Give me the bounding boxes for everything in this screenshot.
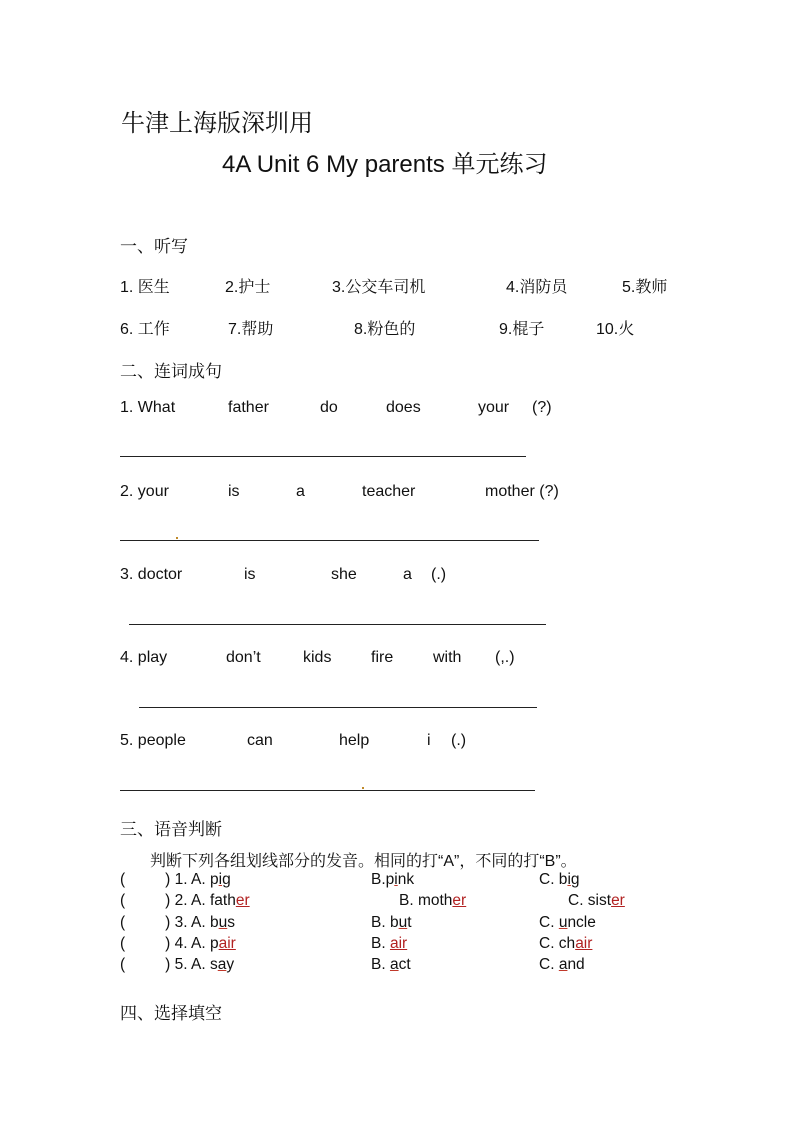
- stray-mark: [176, 537, 178, 539]
- dictation-item: 2.护士: [225, 279, 271, 296]
- dictation-item: 4.消防员: [506, 279, 568, 296]
- section4-heading: 四、选择填空: [120, 1004, 222, 1023]
- word: 5. people: [120, 732, 186, 749]
- word: with: [433, 649, 462, 666]
- dictation-item: 6. 工作: [120, 321, 170, 338]
- phonics-option-b: B. but: [371, 914, 412, 931]
- document-subtitle: 4A Unit 6 My parents 单元练习: [222, 151, 548, 178]
- phonics-option-b: B.pink: [371, 871, 415, 888]
- word: (.): [431, 566, 447, 583]
- dictation-item: 3.公交车司机: [332, 279, 426, 296]
- answer-paren[interactable]: (: [120, 956, 126, 973]
- phonics-option-c: C. uncle: [539, 914, 596, 931]
- phonics-option-c: C. and: [539, 956, 585, 973]
- answer-paren[interactable]: (: [120, 892, 126, 909]
- word: 4. play: [120, 649, 168, 666]
- phonics-option-b: B. act: [371, 956, 411, 973]
- word: kids: [303, 649, 332, 666]
- word: father: [228, 399, 269, 416]
- answer-paren[interactable]: (: [120, 871, 126, 888]
- word: is: [244, 566, 256, 583]
- phonics-row: ( ) 3. A. bus: [120, 914, 235, 931]
- word: 3. doctor: [120, 566, 183, 583]
- phonics-option-c: C. big: [539, 871, 580, 888]
- word: don’t: [226, 649, 261, 666]
- dictation-item: 8.粉色的: [354, 321, 416, 338]
- answer-paren[interactable]: (: [120, 935, 126, 952]
- word: do: [320, 399, 338, 416]
- word: your: [478, 399, 510, 416]
- answer-line[interactable]: [120, 790, 535, 791]
- answer-line[interactable]: [120, 540, 539, 541]
- word: (?): [532, 399, 552, 416]
- word: is: [228, 483, 240, 500]
- word: help: [339, 732, 370, 749]
- dictation-item: 10.火: [596, 321, 635, 338]
- stray-mark: [362, 787, 364, 789]
- answer-paren[interactable]: (: [120, 914, 126, 931]
- phonics-row: ( ) 5. A. say: [120, 956, 235, 973]
- phonics-row: ( ) 1. A. pig: [120, 871, 231, 888]
- word: she: [331, 566, 357, 583]
- word: a: [296, 483, 305, 500]
- phonics-option-c: C. chair: [539, 935, 593, 952]
- word: 2. your: [120, 483, 169, 500]
- dictation-item: 9.棍子: [499, 321, 545, 338]
- word: can: [247, 732, 273, 749]
- word: (,.): [495, 649, 515, 666]
- word: (.): [451, 732, 467, 749]
- phonics-option-c: C. sister: [568, 892, 625, 909]
- phonics-option-b: B. mother: [399, 892, 467, 909]
- answer-line[interactable]: [139, 707, 537, 708]
- phonics-row: ( ) 2. A. father: [120, 892, 250, 909]
- dictation-item: 1. 医生: [120, 279, 170, 296]
- phonics-option-b: B. air: [371, 935, 408, 952]
- word: does: [386, 399, 421, 416]
- answer-line[interactable]: [120, 456, 526, 457]
- word: fire: [371, 649, 394, 666]
- word: mother (?): [485, 483, 559, 500]
- dictation-item: 7.帮助: [228, 321, 274, 338]
- word: a: [403, 566, 412, 583]
- dictation-item: 5.教师: [622, 279, 668, 296]
- word: teacher: [362, 483, 416, 500]
- word: 1. What: [120, 399, 176, 416]
- section1-heading: 一、听写: [120, 237, 188, 256]
- word: i: [427, 732, 431, 749]
- section2-heading: 二、连词成句: [120, 362, 222, 381]
- answer-line[interactable]: [129, 624, 546, 625]
- section3-heading: 三、语音判断: [120, 820, 222, 839]
- section3-instruction: 判断下列各组划线部分的发音。相同的打“A”，不同的打“B”。: [150, 853, 577, 870]
- document-title: 牛津上海版深圳用: [121, 110, 313, 137]
- phonics-row: ( ) 4. A. pair: [120, 935, 236, 952]
